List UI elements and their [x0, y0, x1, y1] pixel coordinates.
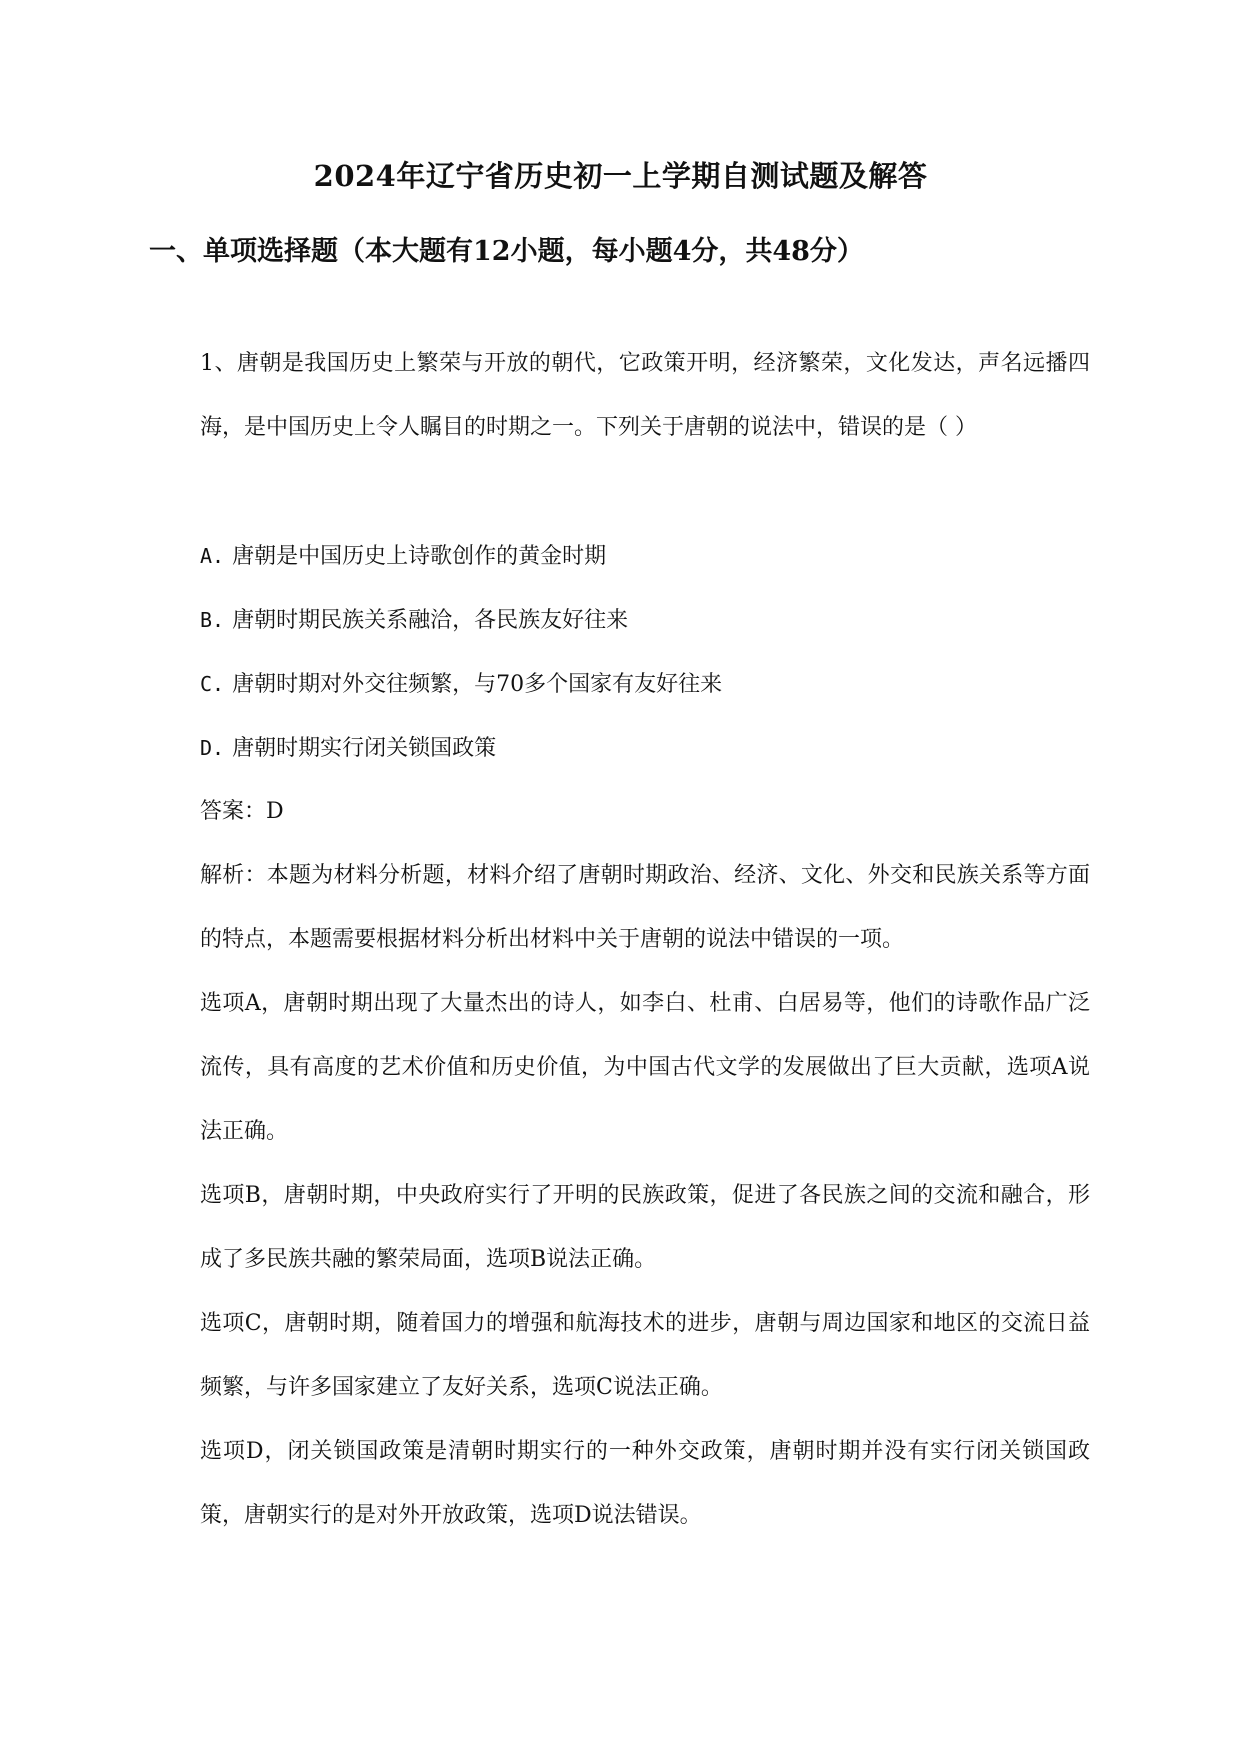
option-d-text: 唐朝时期实行闭关锁国政策 — [232, 736, 497, 761]
option-d-letter: D. — [200, 736, 225, 760]
analysis-intro: 解析：本题为材料分析题，材料介绍了唐朝时期政治、经济、文化、外交和民族关系等方面的特点，本题需要根据材料分析出材料中关于唐朝的说法中错误的一项。 — [200, 863, 1090, 952]
option-a-letter: A. — [200, 544, 225, 568]
section-heading: 一、单项选择题（本大题有12小题，每小题4分，共48分） — [149, 236, 864, 267]
option-a-text: 唐朝是中国历史上诗歌创作的黄金时期 — [232, 544, 607, 569]
analysis-option-c: 选项C，唐朝时期，随着国力的增强和航海技术的进步，唐朝与周边国家和地区的交流日益频繁，与许多国家建立了友好关系，选项C说法正确。 — [200, 1311, 1090, 1400]
option-b — [200, 588, 628, 653]
answer-line: 答案：D — [200, 799, 284, 824]
option-c-letter: C. — [200, 672, 225, 696]
option-a — [200, 524, 606, 589]
option-c — [200, 652, 722, 717]
option-c-text: 唐朝时期对外交往频繁，与70多个国家有友好往来 — [232, 672, 723, 697]
document-title: 2024年辽宁省历史初一上学期自测试题及解答 — [313, 159, 928, 193]
analysis-option-a: 选项A，唐朝时期出现了大量杰出的诗人，如李白、杜甫、白居易等，他们的诗歌作品广泛流传，具有高度的艺术价值和历史价值，为中国古代文学的发展做出了巨大贡献，选项A说法正确。 — [200, 991, 1090, 1144]
option-b-text: 唐朝时期民族关系融洽，各民族友好往来 — [232, 608, 629, 633]
analysis-option-b: 选项B，唐朝时期，中央政府实行了开明的民族政策，促进了各民族之间的交流和融合，形成了多民族共融的繁荣局面，选项B说法正确。 — [200, 1183, 1090, 1272]
option-d — [200, 716, 496, 781]
option-b-letter: B. — [200, 608, 225, 632]
analysis-option-d: 选项D，闭关锁国政策是清朝时期实行的一种外交政策，唐朝时期并没有实行闭关锁国政策，唐朝实行的是对外开放政策，选项D说法错误。 — [200, 1439, 1090, 1528]
question-stem: 1、唐朝是我国历史上繁荣与开放的朝代，它政策开明，经济繁荣，文化发达，声名远播四海，是中国历史上令人瞩目的时期之一。下列关于唐朝的说法中，错误的是（ ） — [200, 351, 1090, 440]
